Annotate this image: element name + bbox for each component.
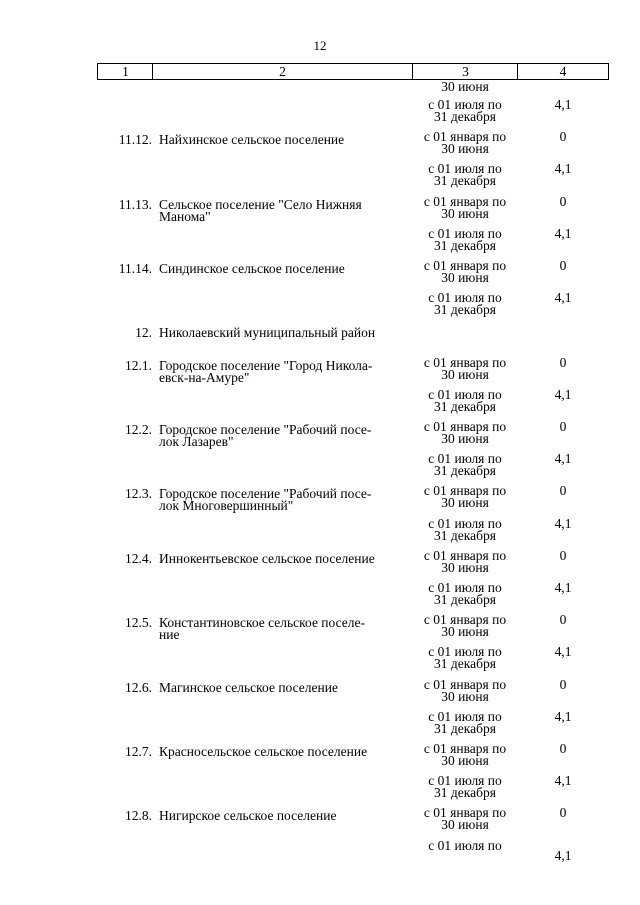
settlement-name: Красносельское сельское поселение: [159, 744, 368, 759]
period-cell: с 01 июля по 31 декабря: [428, 290, 502, 318]
period-cell: с 01 января по 30 июня: [423, 805, 507, 833]
settlement-name: Константиновское сельское поселе- ние: [159, 615, 365, 643]
table-row: [0, 582, 640, 614]
rate-value: 4,1: [554, 225, 572, 241]
rate-value: 0: [559, 741, 567, 756]
table-row: [0, 485, 640, 517]
period-cell: с 01 января по 30 июня: [423, 741, 507, 768]
period-cell: с 01 января по 30 июня: [423, 419, 507, 446]
row-number: 12.7.: [125, 744, 152, 759]
row-number: 12.2.: [125, 422, 152, 437]
row-number: 12.5.: [125, 615, 152, 631]
table-row: [0, 292, 640, 324]
period-cell: с 01 июля по 31 декабря: [428, 644, 502, 672]
header-col-3: 3: [462, 64, 469, 79]
settlement-name: Синдинское сельское поселение: [159, 261, 345, 276]
row-number: 11.12.: [118, 132, 152, 148]
table-row: [0, 225, 640, 260]
row-number: 11.14.: [118, 261, 152, 276]
period-cell: с 01 июля по: [428, 837, 502, 853]
rate-value: 4,1: [554, 451, 572, 467]
table-row: [0, 515, 640, 550]
rate-value: 4,1: [554, 644, 572, 660]
rate-value: 0: [559, 483, 567, 499]
table-row: [0, 453, 640, 485]
period-cell: с 01 января по 30 июня: [423, 258, 507, 285]
rate-value: 4,1: [554, 161, 572, 177]
rate-value: 0: [559, 258, 567, 273]
period-cell: с 01 января по 30 июня: [423, 483, 507, 511]
header-col-2: 2: [279, 64, 286, 79]
table-row: [0, 131, 640, 163]
table-row: [0, 354, 640, 389]
settlement-name: Найхинское сельское поселение: [159, 132, 345, 148]
period-cell: с 01 июля по 31 декабря: [428, 225, 502, 253]
rate-value: 4,1: [554, 708, 572, 724]
table-row: [0, 260, 640, 292]
period-cell: с 01 января по 30 июня: [423, 193, 507, 221]
table-row: [0, 837, 640, 872]
row-number: 12.4.: [125, 550, 152, 566]
row-number: 12.6.: [125, 679, 152, 695]
table-header: [97, 63, 609, 80]
row-number: 12.: [135, 325, 152, 341]
period-cell: с 01 июля по 31 декабря: [428, 386, 502, 414]
period-cell: с 01 января по 30 июня: [423, 129, 507, 157]
table-row: [0, 708, 640, 743]
rate-value: 4,1: [554, 773, 572, 789]
period-cell: с 01 января по 30 июня: [423, 612, 507, 640]
rate-value: 0: [559, 805, 567, 821]
table-row: [0, 614, 640, 646]
continued-period: 30 июня: [441, 79, 489, 94]
settlement-name: Магинское сельское поселение: [159, 679, 338, 695]
settlement-name: Городское поселение "Рабочий посе- лок Лазарев": [159, 422, 372, 449]
rate-value: 4,1: [554, 580, 572, 595]
period-cell: с 01 июля по 31 декабря: [428, 515, 502, 543]
table-row: [0, 421, 640, 453]
period-cell: с 01 июля по 31 декабря: [428, 580, 502, 607]
settlement-name: Нигирское сельское поселение: [159, 808, 337, 824]
period-cell: с 01 июля по 31 декабря: [428, 451, 502, 479]
row-number: 11.13.: [118, 196, 152, 212]
table-row: [0, 676, 640, 711]
settlement-name: Иннокентьевское сельское поселение: [159, 550, 375, 566]
period-cell: с 01 января по 30 июня: [423, 676, 507, 704]
settlement-name: Городское поселение "Рабочий посе- лок Многовершинный": [159, 486, 372, 514]
table-row: [0, 324, 640, 356]
rate-value: 0: [559, 354, 567, 370]
table-row: [0, 743, 640, 775]
row-number: 12.8.: [125, 808, 152, 824]
period-cell: с 01 июля по 31 декабря: [428, 708, 502, 736]
settlement-name: Городское поселение "Город Никола- евск-на-Амуре": [159, 357, 373, 385]
rate-value: 4,1: [554, 515, 572, 531]
table-row: [0, 99, 640, 131]
period-cell: с 01 июля по 31 декабря: [428, 97, 502, 124]
table-row: [0, 386, 640, 421]
table-row: [0, 163, 640, 195]
row-number: 12.3.: [125, 486, 152, 502]
header-col-4: 4: [559, 64, 567, 79]
table-row: [0, 807, 640, 839]
rate-value: 4,1: [554, 386, 572, 402]
rate-value: 0: [559, 193, 567, 209]
rate-value: 0: [559, 547, 567, 563]
settlement-name: Николаевский муниципальный район: [159, 325, 376, 341]
period-cell: с 01 июля по 31 декабря: [428, 773, 502, 801]
period-cell: с 01 января по 30 июня: [423, 354, 507, 382]
rate-value: 0: [559, 612, 567, 628]
table-row: [0, 547, 640, 582]
rate-value: 4,1: [554, 290, 572, 306]
rate-value: 4,1: [554, 97, 572, 112]
page-number: 12: [313, 38, 327, 53]
period-cell: с 01 июля по 31 декабря: [428, 161, 502, 189]
period-cell: с 01 января по 30 июня: [423, 547, 507, 575]
rate-value: 0: [559, 676, 567, 692]
header-col-1: 1: [122, 64, 129, 79]
rate-value: 0: [559, 419, 567, 434]
table-row: [0, 775, 640, 807]
table-row: [0, 646, 640, 678]
rate-value: 4,1: [554, 847, 572, 863]
rate-value: 0: [559, 129, 567, 145]
row-number: 12.1.: [125, 357, 152, 373]
settlement-name: Сельское поселение "Село Нижняя Манома": [159, 196, 362, 224]
table-row: [0, 193, 640, 228]
